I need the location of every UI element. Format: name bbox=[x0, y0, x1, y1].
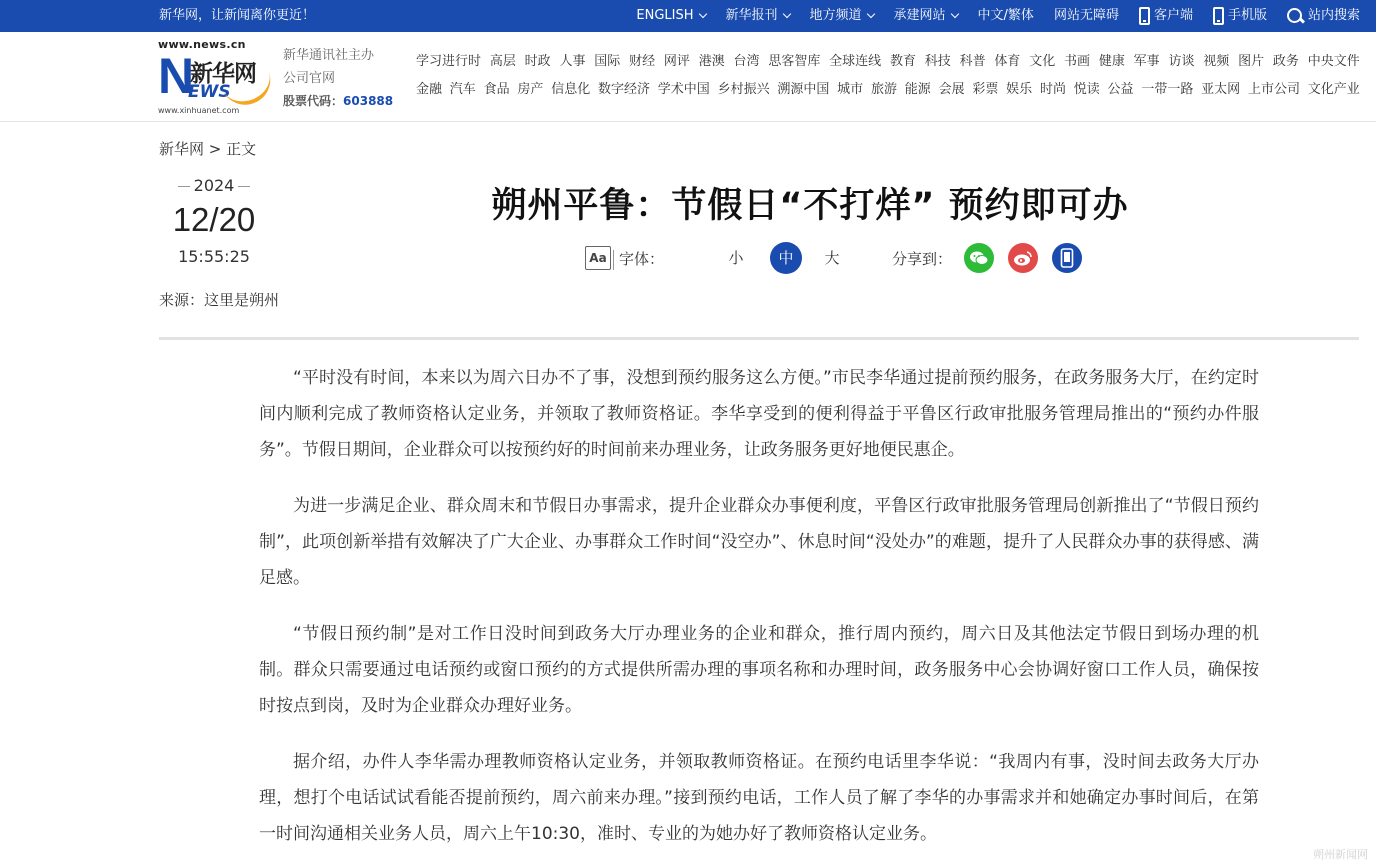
article-paragraph: “平时没有时间，本来以为周六日办不了事，没想到预约服务这么方便。”市民李华通过提前预约服务，在政务服务大厅，在约定时间内顺利完成了教师资格认定业务，并领取了教师资格证。李华享受到的便利得益于平鲁区行政审批服务管理局推出的“预约办件服务”。节假日期间，企业群众可以按预约好的时间前来办理业务，让政务服务更好地便民惠企。 bbox=[259, 368, 1259, 460]
top-nav bbox=[616, 0, 1360, 32]
corp-site-link[interactable]: 公司官网 bbox=[283, 71, 336, 86]
watermark: 朔州新闻网 bbox=[1313, 848, 1368, 861]
stock-code: 股票代码：603888 bbox=[283, 94, 394, 108]
chevron-down-icon bbox=[866, 10, 874, 18]
site-slogan: 新华网，让新闻离你更近！ bbox=[159, 8, 316, 23]
channel-link[interactable]: 教育 bbox=[889, 54, 916, 69]
breadcrumb-separator: > bbox=[208, 140, 222, 158]
article-title: 朔州平鲁：节假日“不打烊” 预约即可办 bbox=[491, 186, 1129, 226]
article-paragraph: “节假日预约制”是对工作日没时间到政务大厅办理业务的企业和群众，推行周内预约，周六日及其他法定节假日到场办理的机制。群众只需要通过电话预约或窗口预约的方式提供所需办理的事项名称和办理时间，政务服务中心会协调好窗口工作人员，确保按时按点到岗，及时为企业群众办理好业务。 bbox=[259, 624, 1259, 716]
channel-link[interactable]: 政务 bbox=[1272, 54, 1299, 69]
nav-client-app[interactable]: 客户端 bbox=[1139, 0, 1193, 32]
channel-link[interactable]: 亚太网 bbox=[1201, 82, 1241, 97]
publish-year: 2024 bbox=[186, 176, 243, 195]
channel-link[interactable]: 全球连线 bbox=[829, 54, 882, 69]
nav-mobile[interactable]: 手机版 bbox=[1213, 0, 1267, 32]
article-body bbox=[259, 360, 1259, 866]
font-size-medium[interactable]: 中 bbox=[770, 242, 802, 274]
font-size-large[interactable]: 大 bbox=[824, 249, 840, 267]
channel-link[interactable]: 房产 bbox=[517, 82, 544, 97]
breadcrumb-home[interactable]: 新华网 bbox=[159, 140, 205, 158]
channel-link[interactable]: 体育 bbox=[994, 54, 1021, 69]
nav-local-channels[interactable]: 地方频道 bbox=[810, 0, 874, 32]
search-icon bbox=[1287, 8, 1304, 25]
article-source: 来源：这里是朔州 bbox=[159, 291, 280, 309]
font-size-icon: Aa bbox=[585, 246, 611, 270]
channel-link[interactable]: 一带一路 bbox=[1141, 82, 1194, 97]
nav-english[interactable]: ENGLISH bbox=[636, 0, 705, 32]
publish-time: 15:55:25 bbox=[178, 247, 250, 266]
nav-traditional-chinese[interactable]: 中文/繁体 bbox=[977, 8, 1034, 23]
weibo-icon bbox=[1013, 250, 1033, 266]
wechat-icon bbox=[969, 250, 989, 266]
nav-accessibility[interactable]: 网站无障碍 bbox=[1053, 8, 1119, 23]
channel-link[interactable]: 科技 bbox=[924, 54, 951, 69]
top-bar bbox=[0, 0, 1376, 32]
channel-link[interactable]: 网评 bbox=[663, 54, 690, 69]
nav-built-sites[interactable]: 承建网站 bbox=[894, 0, 958, 32]
channel-link[interactable]: 文化 bbox=[1029, 54, 1056, 69]
site-header bbox=[0, 32, 1376, 122]
channel-link[interactable]: 思客智库 bbox=[768, 54, 821, 69]
chevron-down-icon bbox=[698, 10, 706, 18]
channel-link[interactable]: 军事 bbox=[1133, 54, 1160, 69]
breadcrumb-current: 正文 bbox=[226, 140, 257, 158]
channel-link[interactable]: 时政 bbox=[524, 54, 551, 69]
publish-date bbox=[159, 176, 269, 266]
share-weibo-button[interactable] bbox=[1008, 243, 1038, 273]
channel-link[interactable]: 能源 bbox=[904, 82, 931, 97]
channel-link[interactable]: 文化产业 bbox=[1307, 82, 1360, 97]
corp-sponsor: 新华通讯社主办 bbox=[283, 48, 375, 63]
xinhua-logo[interactable]: www.news.cn N 新华网 EWS www.xinhuanet.com bbox=[158, 38, 276, 116]
font-size-small[interactable]: 小 bbox=[728, 249, 744, 267]
channel-row-1 bbox=[416, 50, 1360, 78]
phone-icon bbox=[1060, 248, 1074, 268]
channel-link[interactable]: 书画 bbox=[1064, 54, 1091, 69]
channel-link[interactable]: 港澳 bbox=[698, 54, 725, 69]
chevron-down-icon bbox=[950, 10, 958, 18]
chevron-down-icon bbox=[782, 10, 790, 18]
article-paragraph: 为进一步满足企业、群众周末和节假日办事需求，提升企业群众办事便利度，平鲁区行政审批服务管理局创新推出了“节假日预约制”，此项创新举措有效解决了广大企业、办事群众工作时间“没空办”、休息时间“没处办”的难题，提升了人民群众办事的获得感、满足感。 bbox=[259, 496, 1259, 588]
nav-site-search[interactable]: 站内搜索 bbox=[1287, 0, 1360, 32]
channel-link[interactable]: 人事 bbox=[559, 54, 586, 69]
channel-link[interactable]: 金融 bbox=[416, 82, 443, 97]
channel-link[interactable]: 乡村振兴 bbox=[717, 82, 770, 97]
article-tools bbox=[585, 242, 1096, 274]
corp-info bbox=[283, 44, 393, 113]
channel-link[interactable]: 国际 bbox=[594, 54, 621, 69]
content-divider bbox=[159, 337, 1359, 340]
channel-link[interactable]: 城市 bbox=[837, 82, 864, 97]
channel-nav bbox=[416, 50, 1360, 106]
channel-link[interactable]: 高层 bbox=[489, 54, 516, 69]
channel-link[interactable]: 时尚 bbox=[1039, 82, 1066, 97]
nav-newspapers[interactable]: 新华报刊 bbox=[726, 0, 790, 32]
channel-link[interactable]: 视频 bbox=[1203, 54, 1230, 69]
channel-link[interactable]: 会展 bbox=[938, 82, 965, 97]
channel-link[interactable]: 学术中国 bbox=[657, 82, 710, 97]
channel-link[interactable]: 台湾 bbox=[733, 54, 760, 69]
channel-link[interactable]: 悦读 bbox=[1073, 82, 1100, 97]
channel-link[interactable]: 彩票 bbox=[972, 82, 999, 97]
channel-link[interactable]: 信息化 bbox=[551, 82, 591, 97]
channel-link[interactable]: 汽车 bbox=[449, 82, 476, 97]
channel-link[interactable]: 溯源中国 bbox=[777, 82, 830, 97]
channel-link[interactable]: 财经 bbox=[629, 54, 656, 69]
share-label: 分享到： bbox=[892, 249, 953, 268]
share-mobile-button[interactable] bbox=[1052, 243, 1082, 273]
font-size-label: 字体： bbox=[619, 249, 665, 268]
channel-link[interactable]: 访谈 bbox=[1168, 54, 1195, 69]
channel-link[interactable]: 健康 bbox=[1098, 54, 1125, 69]
share-wechat-button[interactable] bbox=[964, 243, 994, 273]
article-paragraph: 据介绍，办件人李华需办理教师资格认定业务，并领取教师资格证。在预约电话里李华说：“我周内有事，没时间去政务大厅办理，想打个电话试试看能否提前预约，周六前来办理。”接到预约电话，工作人员了解了李华的办事需求并和她确定办事时间后，在第一时间沟通相关业务人员，周六上午10:30，准时、专业的为她办好了教师资格认定业务。 bbox=[259, 752, 1259, 844]
channel-link[interactable]: 娱乐 bbox=[1006, 82, 1033, 97]
publish-day: 12/20 bbox=[172, 201, 256, 238]
breadcrumb bbox=[159, 138, 256, 159]
channel-link[interactable]: 上市公司 bbox=[1247, 82, 1300, 97]
channel-link[interactable]: 数字经济 bbox=[597, 82, 650, 97]
channel-link[interactable]: 科普 bbox=[959, 54, 986, 69]
channel-link[interactable]: 食品 bbox=[483, 82, 510, 97]
channel-link[interactable]: 学习进行时 bbox=[416, 54, 482, 69]
channel-link[interactable]: 中央文件 bbox=[1307, 54, 1360, 69]
channel-row-2 bbox=[416, 78, 1360, 106]
mobile-icon bbox=[1213, 7, 1224, 25]
channel-link[interactable]: 旅游 bbox=[870, 82, 897, 97]
phone-icon bbox=[1139, 7, 1150, 25]
channel-link[interactable]: 图片 bbox=[1238, 54, 1265, 69]
channel-link[interactable]: 公益 bbox=[1107, 82, 1134, 97]
